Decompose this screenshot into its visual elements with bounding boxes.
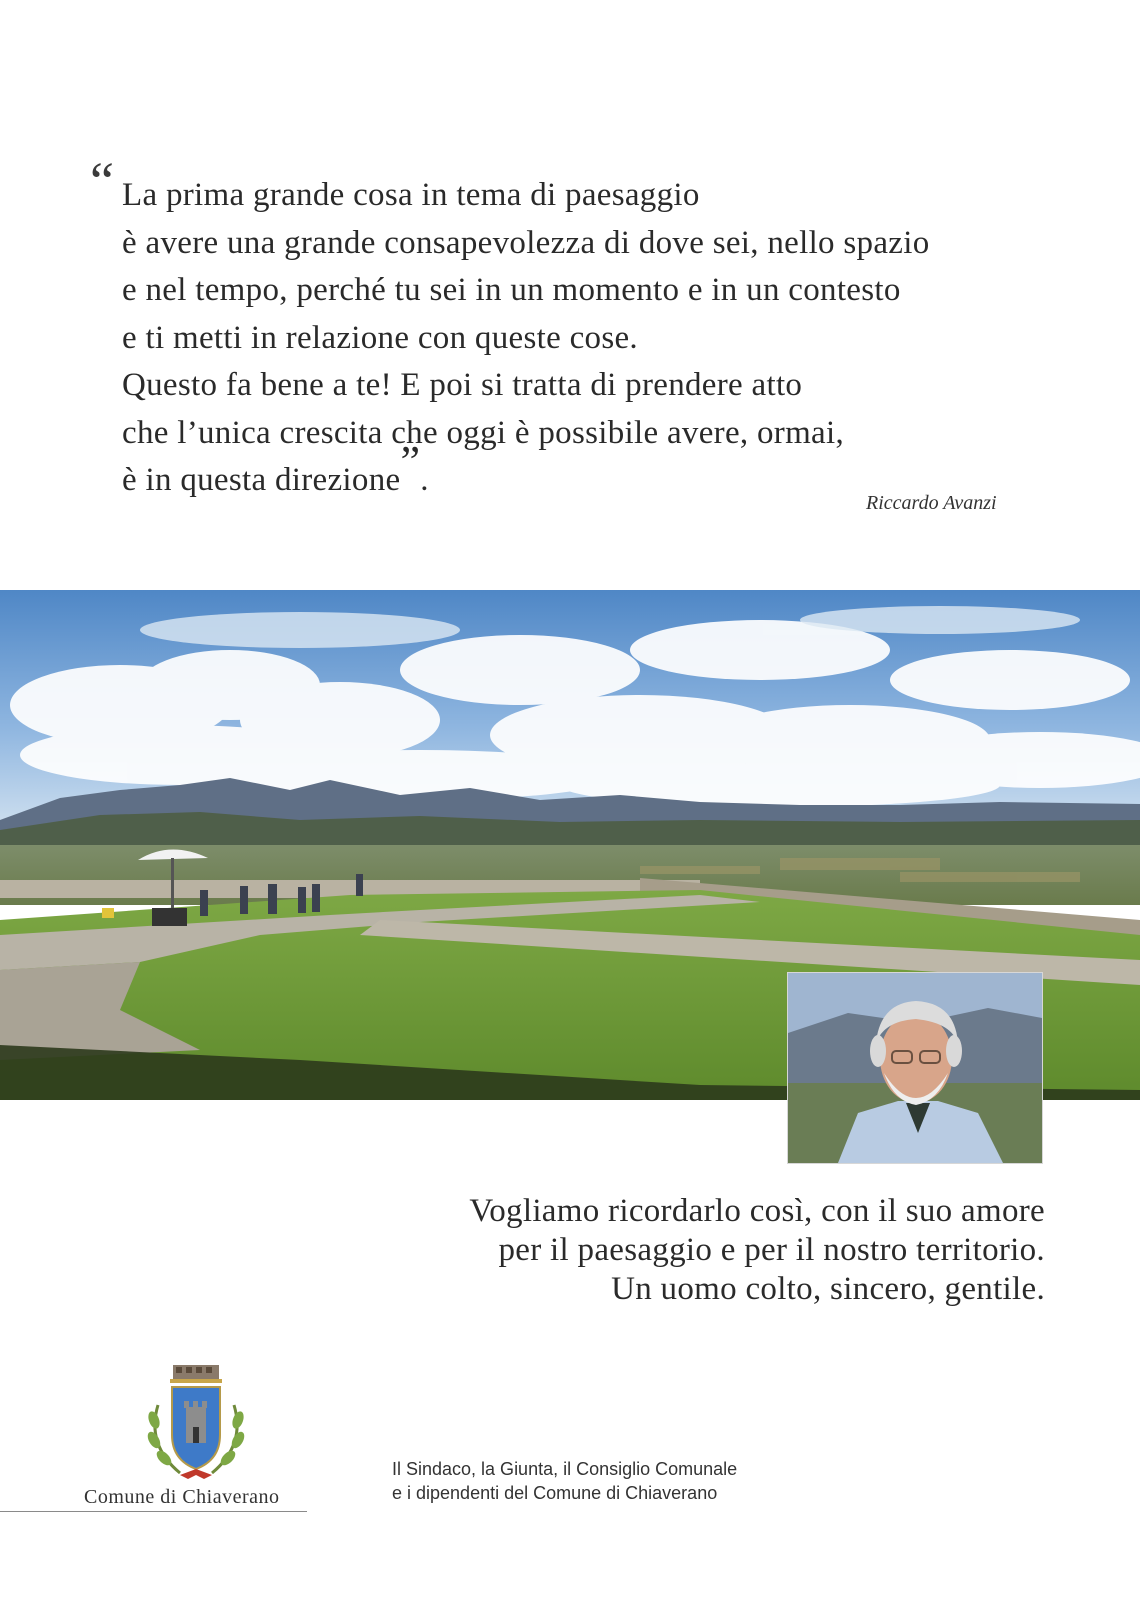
quote-last-text: è in questa direzione (122, 462, 401, 498)
quote-line: è avere una grande consapevolezza di dove sei, nello spazio (122, 224, 930, 261)
tribute-line: Un uomo colto, sincero, gentile. (611, 1271, 1045, 1307)
tribute-text (469, 1192, 1045, 1309)
quote-line-last (122, 437, 930, 505)
quote-end-punct: . (420, 462, 429, 498)
quote-line: che l’unica crescita che oggi è possibile avere, ormai, (122, 414, 845, 451)
divider (0, 1511, 307, 1512)
quote-text (122, 172, 930, 505)
quote-close-mark: ” (400, 437, 421, 486)
quote-author: Riccardo Avanzi (866, 492, 997, 514)
signature-line: Il Sindaco, la Giunta, il Consiglio Comunale (392, 1459, 738, 1479)
tribute-line: Vogliamo ricordarlo così, con il suo amore (469, 1193, 1045, 1229)
signature-block (392, 1457, 737, 1505)
comune-crest-icon (140, 1365, 252, 1485)
quote-open-mark: “ (90, 151, 114, 211)
comune-name: Comune di Chiaverano (84, 1486, 280, 1508)
portrait-photo (787, 972, 1043, 1164)
quote-line: La prima grande cosa in tema di paesaggio (122, 177, 700, 213)
quote-line: e ti metti in relazione con queste cose. (122, 319, 638, 356)
tribute-line: per il paesaggio e per il nostro territorio. (498, 1232, 1045, 1268)
quote-line: e nel tempo, perché tu sei in un momento e in un contesto (122, 272, 901, 308)
quote-line: Questo fa bene a te! E poi si tratta di prendere atto (122, 367, 803, 403)
signature-line: e i dipendenti del Comune di Chiaverano (392, 1483, 718, 1503)
